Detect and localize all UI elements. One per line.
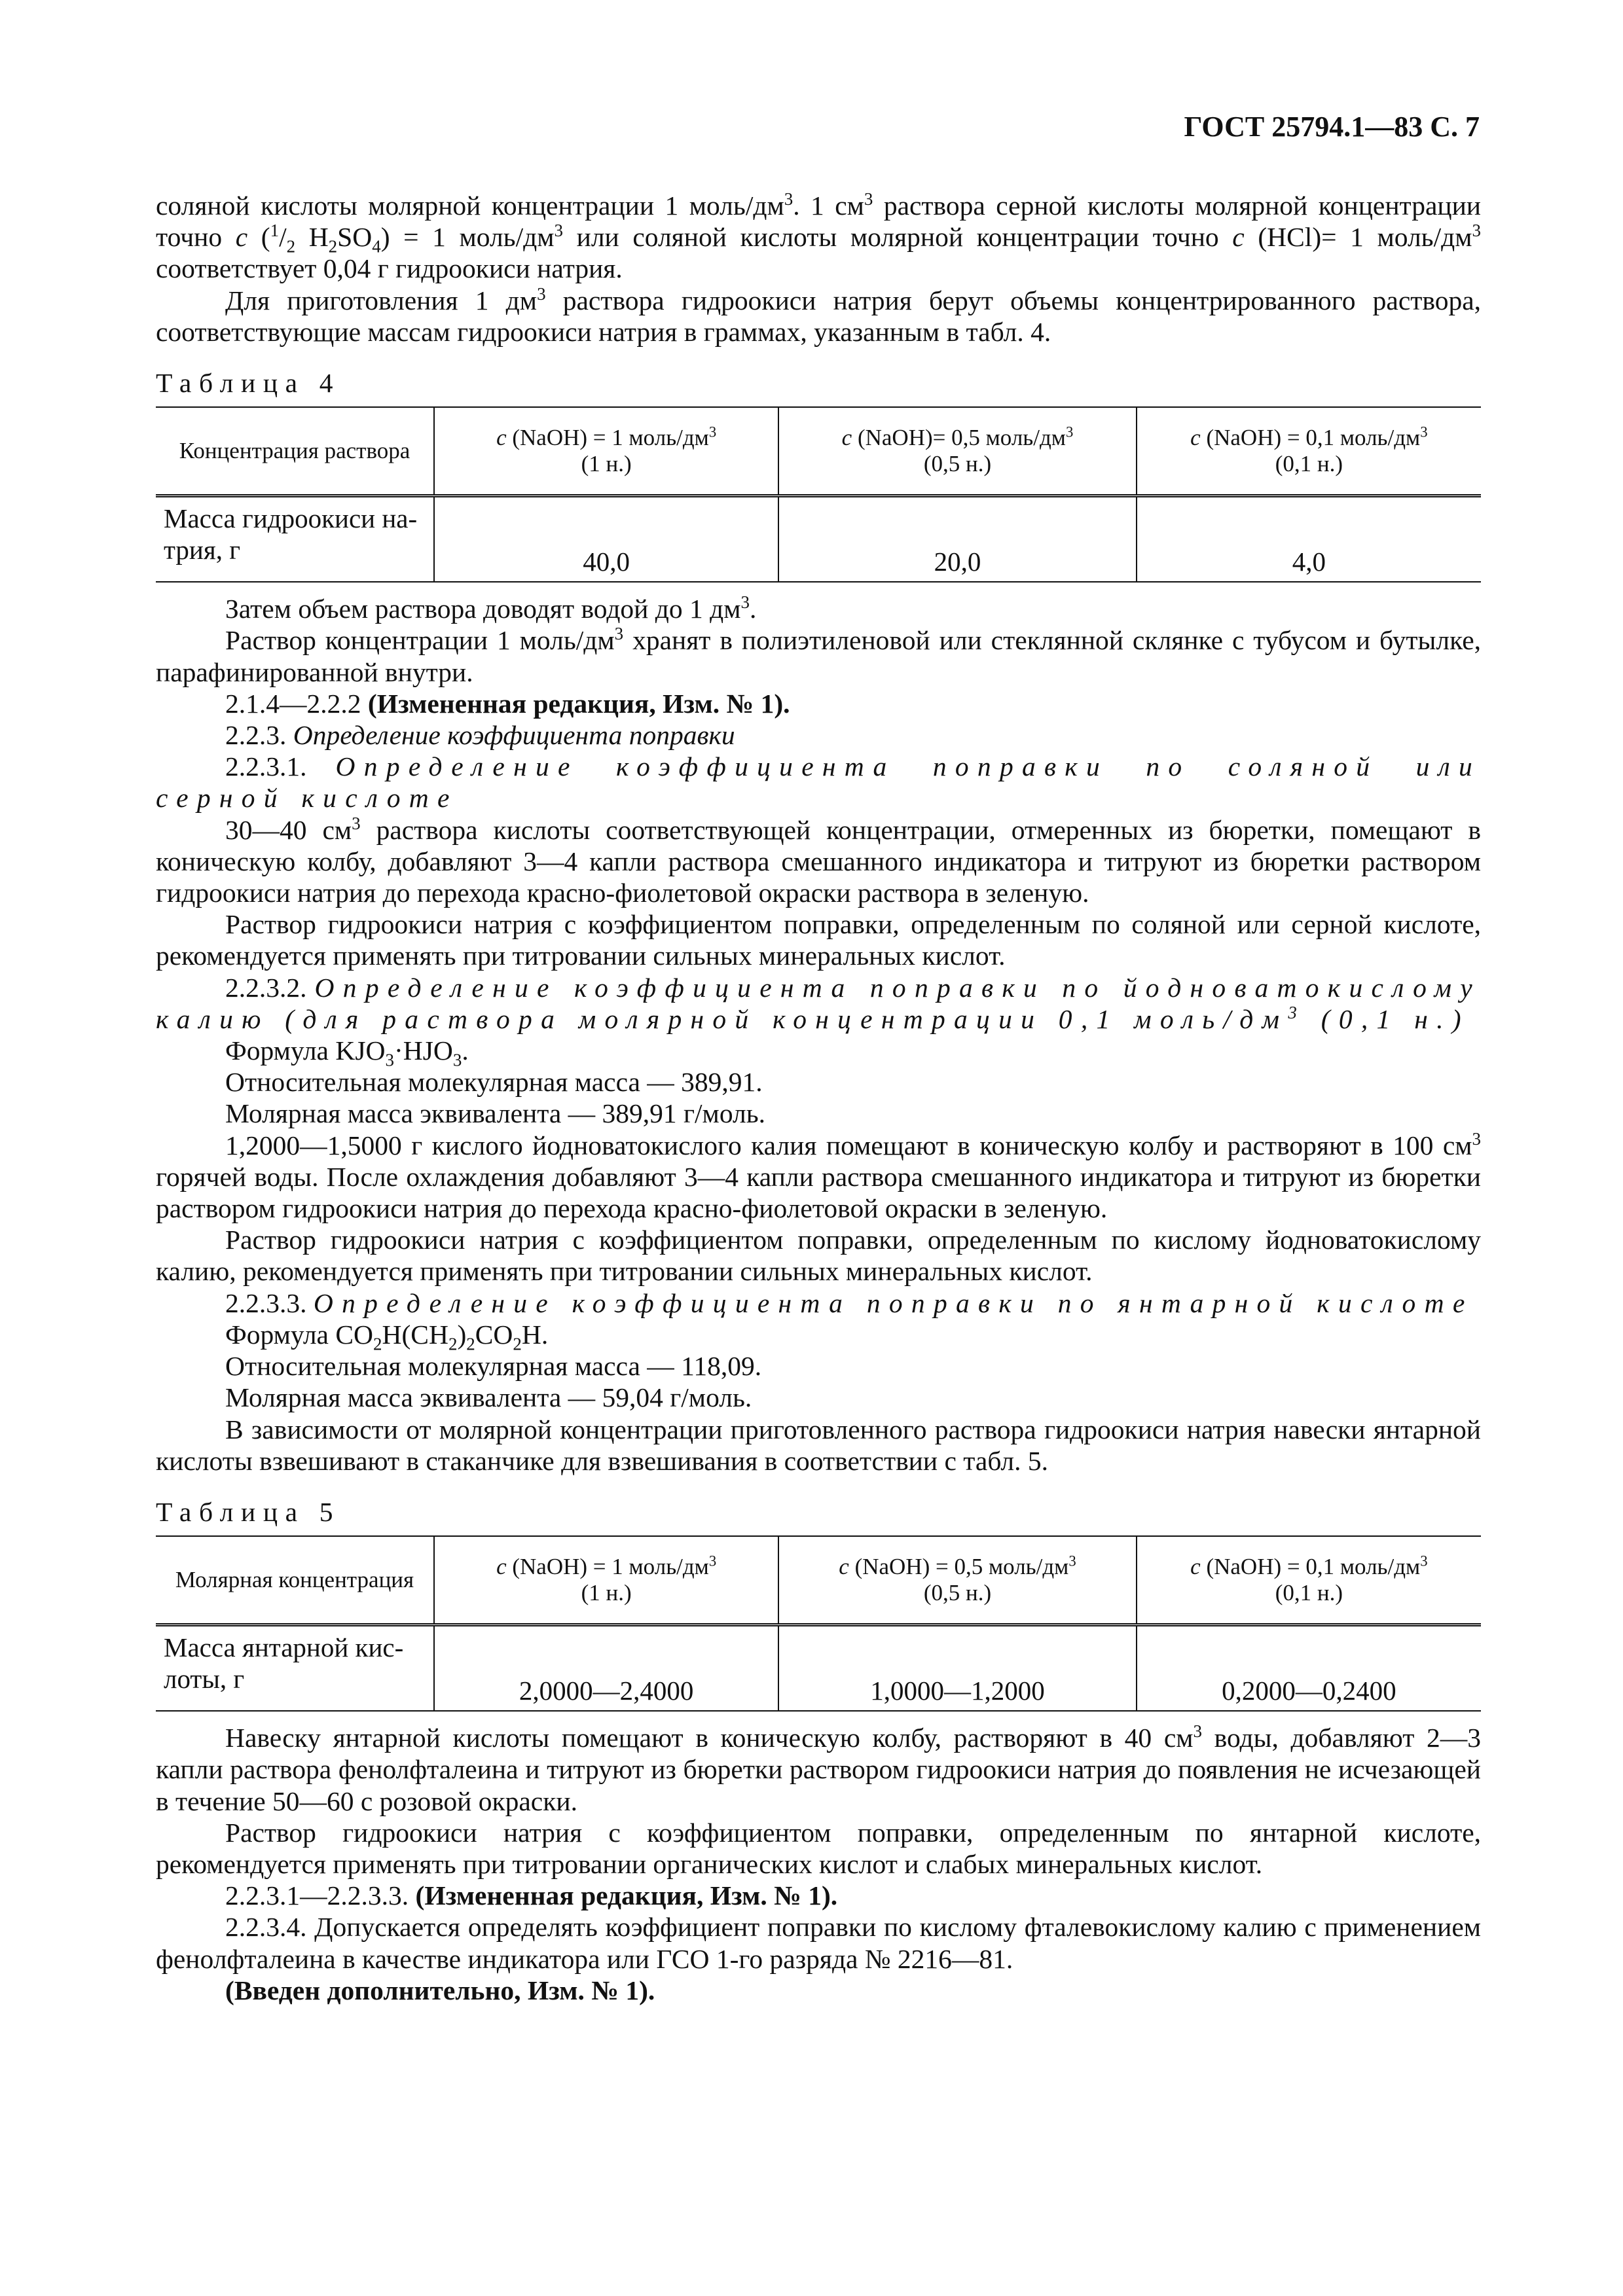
table-header-cell: с (NaOH)= 0,5 моль/$дм^3$ (0,5 н.): [778, 407, 1136, 496]
paragraph: 2.2.3.3. Определение коэффициента поправки по янтарной кислоте: [225, 1287, 1474, 1318]
table-cell: 1,0000—1,2000: [778, 1625, 1136, 1712]
paragraph: Раствор гидроокиси натрия с коэффициентом поправки, определенным по соляной или серной кислоте, рекомендуется применять при титровании сильных минеральных кислот.: [156, 909, 1481, 971]
paragraph: 2.2.3.4. Допускается определять коэффициент поправки по кислому фталевокислому калию с применением фенолфталеина в качестве индикатора или ГСО 1-го разряда № 2216—81.: [156, 1912, 1481, 1974]
table-header-cell: Молярная концентрация: [156, 1536, 434, 1625]
paragraph: Формула $CO_2H(CH_2)_2CO_2H$.: [225, 1319, 549, 1354]
paragraph: Относительная молекулярная масса — 389,91.: [225, 1067, 763, 1098]
table-row-label: Масса гидроокиси на- трия, г: [156, 496, 434, 583]
table-header-row: [156, 407, 1481, 496]
table-row: [156, 1625, 1481, 1712]
table-cell: 20,0: [778, 496, 1136, 583]
table-caption: Таблица 5: [156, 1496, 341, 1527]
table-cell: 2,0000—2,4000: [434, 1625, 778, 1712]
table-cell: 0,2000—0,2400: [1137, 1625, 1481, 1712]
paragraph: 2.2.3.1—2.2.3.3. (Измененная редакция, Изм. № 1).: [225, 1880, 838, 1911]
table-header-cell: с (NaOH) = 0,1 моль/$дм^3$ (0,1 н.): [1137, 1536, 1481, 1625]
paragraph: В зависимости от молярной концентрации приготовленного раствора гидроокиси натрия навески янтарной кислоты взвешивают в стаканчике для взвешивания в соответствии с табл. 5.: [156, 1414, 1481, 1476]
paragraph: (Введен дополнительно, Изм. № 1).: [225, 1975, 655, 2005]
paragraph: Относительная молекулярная масса — 118,09.: [225, 1351, 762, 1382]
paragraph: Для приготовления 1 $дм^3$ раствора гидроокиси натрия берут объемы концентрированного раствора, соответствующие массам гидроокиси натрия в граммах, указанным в табл. 4.: [156, 283, 1481, 347]
data-table: [156, 1535, 1481, 1712]
table-header-row: [156, 1536, 1481, 1625]
data-table: [156, 406, 1481, 583]
paragraph: соляной кислоты молярной концентрации 1 моль/$дм^3$. 1 $см^3$ раствора серной кислоты молярной концентрации точно с ($^1/_2$ $H_2SO_4) = 1$ моль/$дм^3$ или соляной кислоты молярной концентрации точно с (HCl)= 1 моль/$дм^3$ соответствует 0,04 г гидроокиси натрия.: [156, 189, 1481, 284]
paragraph: Затем объем раствора доводят водой до 1 $дм^3$.: [225, 592, 757, 624]
paragraph: 2.2.3.1. Определение коэффициента поправки по соляной или серной кислоте: [156, 751, 1482, 814]
table-row-label: Масса янтарной кис- лоты, г: [156, 1625, 434, 1712]
paragraph: Раствор гидроокиси натрия с коэффициентом поправки, определенным по кислому йодноватокислому калию, рекомендуется применять при титровании сильных минеральных кислот.: [156, 1225, 1481, 1287]
table-caption: Таблица 4: [156, 368, 341, 399]
document-body: [156, 190, 1481, 2006]
table-header-cell: с (NaOH) = 0,5 моль/$дм^3$ (0,5 н.): [778, 1536, 1136, 1625]
table-cell: 4,0: [1137, 496, 1481, 583]
paragraph: 30—40 $см^3$ раствора кислоты соответствующей концентрации, отмеренных из бюретки, помещают в коническую колбу, добавляют 3—4 капли раствора смешанного индикатора и титруют из бюретки раствором гидроокиси натрия до перехода красно-фиолетовой окраски раствора в зеленую.: [156, 813, 1481, 908]
table-header-cell: с (NaOH) = 1 моль/$дм^3$ (1 н.): [434, 1536, 778, 1625]
table-header-cell: с (NaOH) = 0,1 моль/$дм^3$ (0,1 н.): [1137, 407, 1481, 496]
paragraph: Раствор гидроокиси натрия с коэффициентом поправки, определенным по янтарной кислоте, рекомендуется применять при титровании органических кислот и слабых минеральных кислот.: [156, 1817, 1481, 1879]
paragraph: 2.1.4—2.2.2 (Измененная редакция, Изм. № 1).: [225, 688, 790, 719]
paragraph: Формула $KJO_3\cdot HJO_3$.: [225, 1035, 469, 1070]
paragraph: Раствор концентрации 1 моль/$дм^3$ хранят в полиэтиленовой или стеклянной склянке с тубусом и бутылке, парафинированной внутри.: [156, 624, 1481, 687]
table-header-cell: с (NaOH) = 1 моль/$дм^3$ (1 н.): [434, 407, 778, 496]
paragraph: Навеску янтарной кислоты помещают в коническую колбу, растворяют в 40 $см^3$ воды, добавляют 2—3 капли раствора фенолфталеина и титруют из бюретки раствором гидроокиси натрия до появления не исчезающей в течение 50—60 с розовой окраски.: [156, 1721, 1481, 1816]
paragraph: Молярная масса эквивалента — 59,04 г/моль.: [225, 1382, 752, 1413]
table-cell: 40,0: [434, 496, 778, 583]
page-header: ГОСТ 25794.1—83 С. 7: [1184, 111, 1480, 143]
table-row: [156, 496, 1481, 583]
table-header-cell: Концентрация раствора: [156, 407, 434, 496]
paragraph: Молярная масса эквивалента — 389,91 г/моль.: [225, 1098, 766, 1129]
paragraph: 2.2.3.2. Определение коэффициента поправки по йодноватокислому калию (для раствора молярной концентрации 0,1 моль/$дм^3$ (0,1 н.): [156, 972, 1481, 1034]
paragraph: 2.2.3. Определение коэффициента поправки: [225, 720, 735, 751]
paragraph: 1,2000—1,5000 г кислого йодноватокислого калия помещают в коническую колбу и растворяют в 100 $см^3$ горячей воды. После охлаждения добавляют 3—4 капли раствора смешанного индикатора и титруют из бюретки раствором гидроокиси натрия до перехода красно-фиолетовой окраски в зеленую.: [156, 1128, 1481, 1224]
